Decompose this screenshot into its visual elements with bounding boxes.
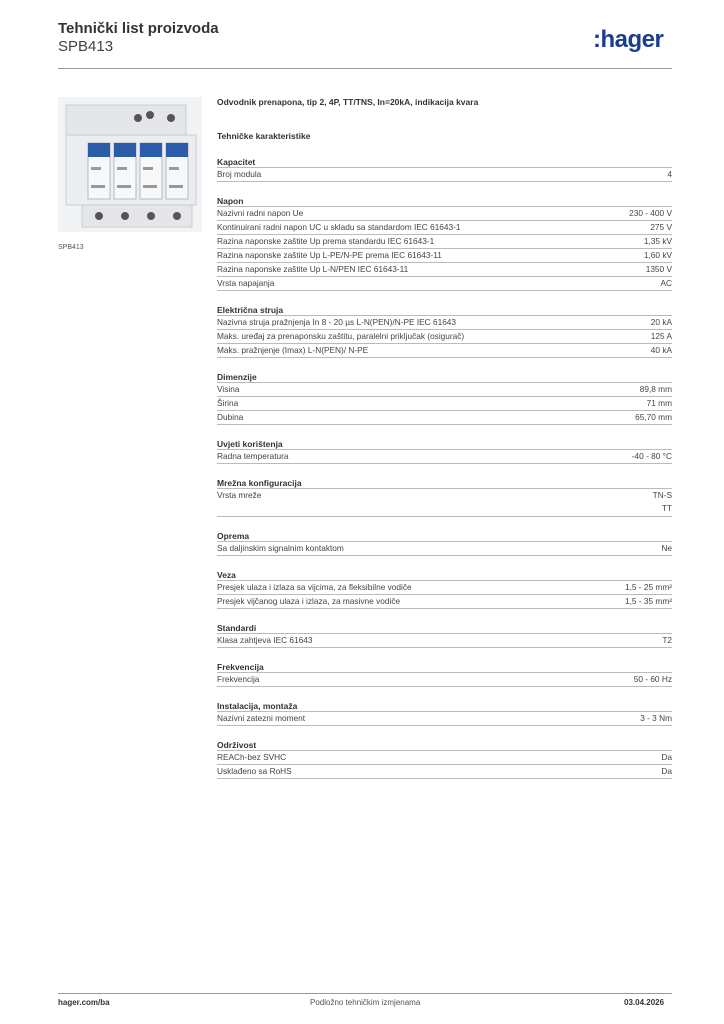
section-title: Dimenzije	[217, 371, 672, 383]
header-divider	[58, 68, 672, 69]
spec-section	[217, 304, 672, 358]
spec-label: Širina	[217, 398, 239, 408]
spec-section	[217, 438, 672, 464]
spec-label: Visina	[217, 384, 240, 394]
spec-value: 1,5 - 35 mm²	[624, 596, 672, 606]
spec-row	[217, 330, 672, 344]
spec-row	[217, 581, 672, 595]
spec-section	[217, 195, 672, 291]
footer-website-link[interactable]: hager.com/ba	[58, 998, 110, 1007]
spec-value: 1350 V	[645, 264, 672, 274]
section-title: Standardi	[217, 622, 672, 634]
spec-row	[217, 765, 672, 779]
spec-label: Usklađeno sa RoHS	[217, 766, 292, 776]
spec-row	[217, 712, 672, 726]
spec-value: Ne	[661, 543, 672, 553]
spec-value: 1,35 kV	[643, 236, 672, 246]
spec-label: Vrsta napajanja	[217, 278, 275, 288]
spec-value: 1,60 kV	[643, 250, 672, 260]
section-title: Održivost	[217, 739, 672, 751]
spec-label: Presjek vijčanog ulaza i izlaza, za masivne vodiče	[217, 596, 401, 606]
spec-row	[217, 383, 672, 397]
section-title: Napon	[217, 195, 672, 207]
surge-arrester-illustration	[58, 97, 202, 232]
spec-section	[217, 700, 672, 726]
spec-row	[217, 207, 672, 221]
spec-row	[217, 316, 672, 330]
spec-label: Razina naponske zaštite Up L-PE/N-PE prema IEC 61643-11	[217, 250, 442, 260]
spec-row	[217, 397, 672, 411]
section-title: Uvjeti korištenja	[217, 438, 672, 450]
spec-row	[217, 673, 672, 687]
section-title: Kapacitet	[217, 156, 672, 168]
spec-label: Kontinuirani radni napon UC u skladu sa standardom IEC 61643-1	[217, 222, 461, 232]
spec-row	[217, 450, 672, 464]
spec-section	[217, 661, 672, 687]
spec-value: Da	[661, 752, 672, 762]
spec-label: Sa daljinskim signalnim kontaktom	[217, 543, 344, 553]
spec-value: AC	[660, 278, 672, 288]
spec-label: Frekvencija	[217, 674, 260, 684]
spec-label: Radna temperatura	[217, 451, 289, 461]
spec-value: 275 V	[650, 222, 672, 232]
section-title: Električna struja	[217, 304, 672, 316]
product-code: SPB413	[58, 38, 114, 55]
image-caption: SPB413	[58, 244, 84, 251]
spec-value: 3 - 3 Nm	[640, 713, 672, 723]
spec-value: -40 - 80 °C	[631, 451, 672, 461]
spec-row	[217, 595, 672, 609]
product-description: Odvodnik prenapona, tip 2, 4P, TT/TNS, In=20kA, indikacija kvara	[217, 97, 479, 107]
spec-section	[217, 477, 672, 517]
spec-section	[217, 371, 672, 425]
spec-label: Broj modula	[217, 169, 262, 179]
product-image	[58, 97, 202, 232]
section-title: Oprema	[217, 530, 672, 542]
section-title: Veza	[217, 569, 672, 581]
footer-divider	[58, 993, 672, 994]
spec-section	[217, 530, 672, 556]
spec-value: T2	[662, 635, 672, 645]
spec-value: 20 kA	[650, 317, 672, 327]
spec-value: 65,70 mm	[635, 412, 672, 422]
spec-content	[217, 96, 672, 779]
spec-label: Nazivni zatezni moment	[217, 713, 306, 723]
section-title: Frekvencija	[217, 661, 672, 673]
spec-section	[217, 569, 672, 609]
spec-row	[217, 411, 672, 425]
spec-row	[217, 235, 672, 249]
spec-row	[217, 249, 672, 263]
footer-date: 03.04.2026	[624, 998, 665, 1007]
spec-value: 4	[667, 169, 672, 179]
spec-value: 71 mm	[646, 398, 672, 408]
section-title: Mrežna konfiguracija	[217, 477, 672, 489]
spec-row	[217, 168, 672, 182]
spec-row	[217, 634, 672, 648]
spec-label: Razina naponske zaštite Up L-N/PEN IEC 61643-11	[217, 264, 409, 274]
spec-row	[217, 344, 672, 358]
spec-label: Maks. uređaj za prenaponsku zaštitu, paralelni priključak (osigurač)	[217, 331, 465, 341]
spec-label: Nazivna struja pražnjenja In 8 - 20 µs L-N(PEN)/N-PE IEC 61643	[217, 317, 457, 327]
spec-value: Da	[661, 766, 672, 776]
spec-row	[217, 277, 672, 291]
document-title: Tehnički list proizvoda	[58, 20, 219, 37]
spec-label: Dubina	[217, 412, 244, 422]
spec-value: 230 - 400 V	[629, 208, 672, 218]
spec-value: TN-S TT	[652, 490, 672, 513]
spec-value: 1,5 - 25 mm²	[624, 582, 672, 592]
spec-section	[217, 156, 672, 182]
spec-label: Razina naponske zaštite Up prema standardu IEC 61643-1	[217, 236, 435, 246]
footer-note: Podložno tehničkim izmjenama	[310, 998, 421, 1007]
spec-label: Vrsta mreže	[217, 490, 262, 500]
spec-section	[217, 739, 672, 779]
spec-row	[217, 751, 672, 765]
spec-value: 89,8 mm	[639, 384, 672, 394]
spec-value: 125 A	[650, 331, 672, 341]
spec-sections	[217, 156, 672, 779]
spec-label: Maks. pražnjenje (Imax) L-N(PEN)/ N-PE	[217, 345, 369, 355]
logo-text: hager	[600, 26, 664, 53]
spec-label: Presjek ulaza i izlaza sa vijcima, za fleksibilne vodiče	[217, 582, 412, 592]
spec-row	[217, 542, 672, 556]
hager-logo[interactable]: :hager	[593, 26, 664, 53]
spec-row	[217, 221, 672, 235]
spec-label: Nazivni radni napon Ue	[217, 208, 304, 218]
spec-row	[217, 263, 672, 277]
spec-row	[217, 489, 672, 517]
spec-value: 40 kA	[650, 345, 672, 355]
spec-label: Klasa zahtjeva IEC 61643	[217, 635, 313, 645]
spec-value: 50 - 60 Hz	[633, 674, 672, 684]
section-title: Instalacija, montaža	[217, 700, 672, 712]
spec-section	[217, 622, 672, 648]
tech-characteristics-title: Tehničke karakteristike	[217, 131, 311, 141]
spec-label: REACh-bez SVHC	[217, 752, 287, 762]
